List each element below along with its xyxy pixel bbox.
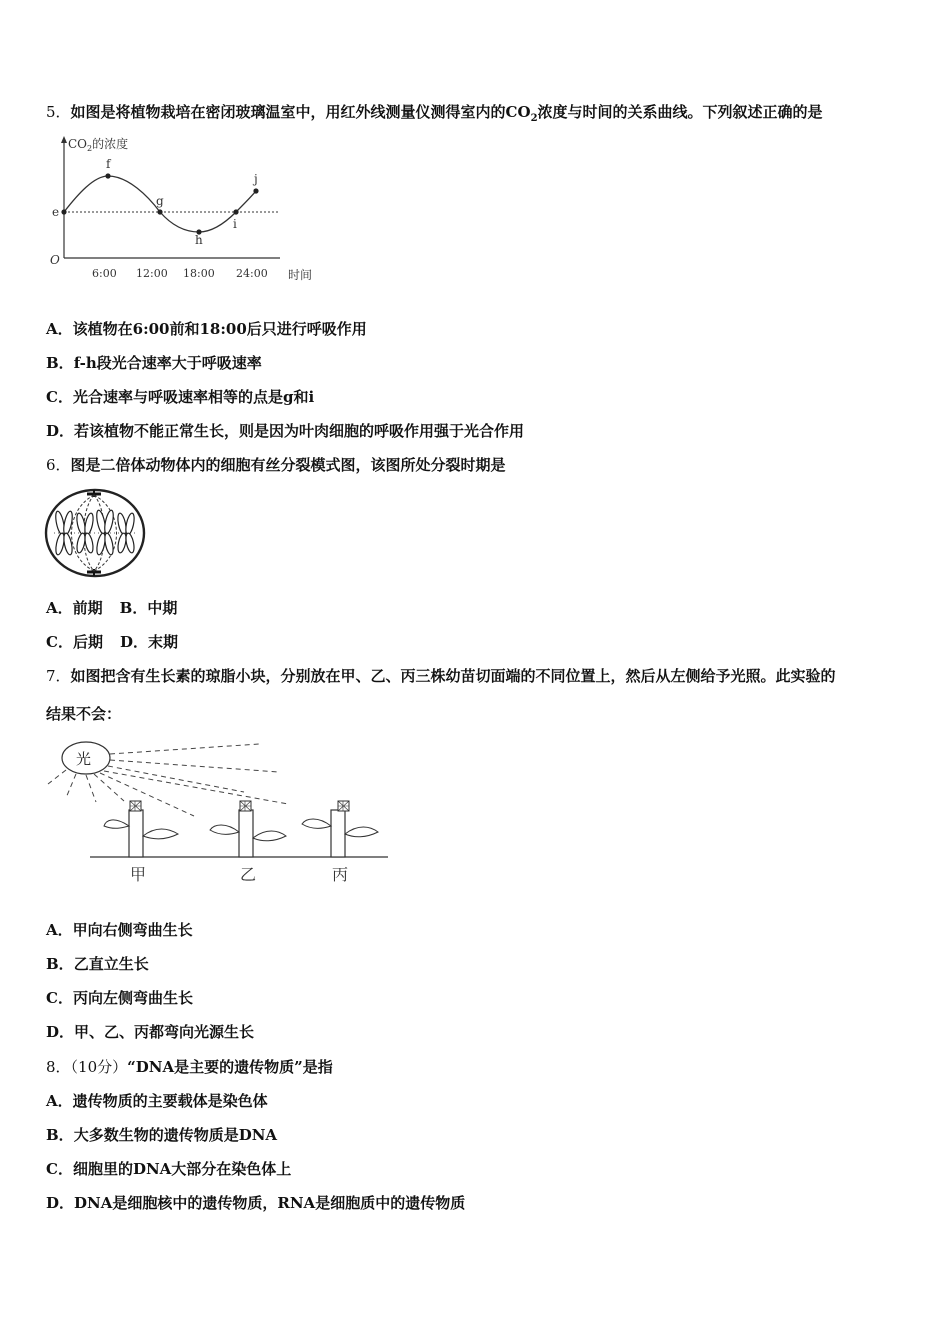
q6-option-d-letter: D． — [119, 633, 148, 651]
q6-option-c-letter: C． — [46, 633, 73, 651]
point-f — [105, 173, 110, 178]
q5-option-d-text: 若该植物不能正常生长，则是因为叶肉细胞的呼吸作用强于光合作用 — [74, 422, 525, 440]
co2-chart-svg — [44, 134, 334, 286]
chromosome — [95, 510, 115, 556]
q8-number: 8． — [46, 1058, 71, 1076]
q6-options-row2 — [46, 632, 178, 652]
q5-option-c-text: 光合速率与呼吸速率相等的点是g和i — [72, 388, 315, 406]
q5-text-b: 浓度与时间的关系曲线。下列叙述正确的是 — [537, 103, 823, 121]
q8-option-d-text: DNA是细胞核中的遗传物质，RNA是细胞质中的遗传物质 — [74, 1194, 466, 1212]
q8-option-d-letter: D． — [46, 1194, 75, 1212]
label-j: j — [254, 172, 258, 186]
x-axis-label: 时间 — [288, 268, 313, 282]
q8-option-c — [46, 1159, 291, 1179]
label-h: h — [195, 233, 203, 247]
q5-option-a — [46, 319, 367, 339]
q8-option-b-letter: B． — [46, 1126, 74, 1144]
point-j — [253, 188, 258, 193]
plant-yi — [210, 801, 286, 857]
tick-label-0: 6:00 — [92, 267, 117, 280]
mitosis-figure — [44, 486, 148, 584]
point-g — [157, 209, 162, 214]
q6-text: 图是二倍体动物体内的细胞有丝分裂模式图，该图所处分裂时期是 — [70, 456, 506, 474]
y-axis-label: $CO_2$的浓度 — [68, 137, 129, 153]
q7-option-d-letter: D． — [46, 1023, 75, 1041]
q7-option-a-letter: A． — [46, 921, 73, 939]
q6-option-b-letter: B． — [119, 599, 148, 617]
origin-label: O — [50, 253, 60, 267]
plant-label-bing: 丙 — [332, 865, 349, 884]
point-e — [61, 209, 66, 214]
q7-option-b-text: 乙直立生长 — [73, 955, 149, 973]
q8-option-c-letter: C． — [46, 1160, 73, 1178]
q7-option-d-text: 甲、乙、丙都弯向光源生长 — [74, 1023, 255, 1041]
q7-option-c-letter: C． — [46, 989, 73, 1007]
q6-option-b-text: 中期 — [147, 599, 178, 617]
phototropism-figure — [44, 736, 394, 890]
plant-label-yi: 乙 — [240, 865, 257, 884]
y-axis-arrow — [61, 136, 67, 143]
co2-chart — [44, 134, 334, 290]
q7-option-c-text: 丙向左侧弯曲生长 — [72, 989, 193, 1007]
q8-option-a-text: 遗传物质的主要载体是染色体 — [72, 1092, 268, 1110]
q5-option-b-letter: B． — [46, 354, 74, 372]
q6-stem — [46, 455, 506, 475]
label-g: g — [156, 194, 164, 208]
q6-option-d-text: 末期 — [147, 633, 178, 651]
q5-option-a-letter: A． — [46, 320, 73, 338]
q7-option-a — [46, 920, 193, 940]
q8-option-a-letter: A． — [46, 1092, 73, 1110]
q7-text-line1: 如图把含有生长素的琼脂小块，分别放在甲、乙、丙三株幼苗切面端的不同位置上，然后从左侧给予光照。此实验的 — [70, 667, 836, 685]
label-i: i — [233, 217, 237, 231]
q8-score: （10分） — [70, 1058, 128, 1076]
q7-text-line2: 结果不会： — [46, 705, 122, 723]
q5-text-a: 如图是将植物栽培在密闭玻璃温室中，用红外线测量仪测得室内的CO — [70, 103, 531, 121]
tick-label-1: 12:00 — [136, 267, 168, 280]
tick-label-2: 18:00 — [183, 267, 215, 280]
q5-option-b-text: f-h段光合速率大于呼吸速率 — [73, 354, 262, 372]
q5-subscript: 2 — [530, 113, 538, 124]
plant-bing — [302, 801, 378, 857]
label-e: e — [52, 205, 60, 219]
q8-option-b-text: 大多数生物的遗传物质是DNA — [73, 1126, 278, 1144]
q7-option-b — [46, 954, 149, 974]
q5-option-c-letter: C． — [46, 388, 73, 406]
q8-option-d — [46, 1193, 465, 1213]
point-i — [233, 209, 238, 214]
plant-jia — [104, 801, 178, 857]
q5-option-b — [46, 353, 262, 373]
q5-option-d-letter: D． — [46, 422, 75, 440]
q5-option-a-text: 该植物在6:00前和18:00后只进行呼吸作用 — [72, 320, 367, 338]
q6-number: 6． — [46, 456, 71, 474]
label-f: f — [106, 157, 111, 171]
q7-option-c — [46, 988, 193, 1008]
q6-option-a-text: 前期 — [72, 599, 103, 617]
q6-options-row1 — [46, 598, 177, 618]
q7-option-d — [46, 1022, 254, 1042]
q5-option-d — [46, 421, 524, 441]
q7-stem-line2 — [46, 704, 121, 724]
q5-stem — [46, 102, 823, 129]
plant-label-jia: 甲 — [130, 865, 147, 884]
q7-number: 7． — [46, 667, 71, 685]
q7-option-b-letter: B． — [46, 955, 74, 973]
q5-option-c — [46, 387, 314, 407]
q6-option-c-text: 后期 — [72, 633, 103, 651]
q8-stem — [46, 1057, 333, 1077]
q6-option-a-letter: A． — [46, 599, 73, 617]
q8-option-c-text: 细胞里的DNA大部分在染色体上 — [72, 1160, 292, 1178]
q8-text: “DNA是主要的遗传物质”是指 — [127, 1058, 333, 1076]
q5-number: 5． — [46, 103, 71, 121]
tick-label-3: 24:00 — [236, 267, 268, 280]
q8-option-a — [46, 1091, 268, 1111]
q7-option-a-text: 甲向右侧弯曲生长 — [72, 921, 193, 939]
sun-label: 光 — [76, 750, 92, 768]
mitosis-svg — [44, 486, 148, 580]
q8-option-b — [46, 1125, 277, 1145]
phototropism-svg — [44, 736, 394, 886]
q7-stem-line1 — [46, 666, 836, 686]
